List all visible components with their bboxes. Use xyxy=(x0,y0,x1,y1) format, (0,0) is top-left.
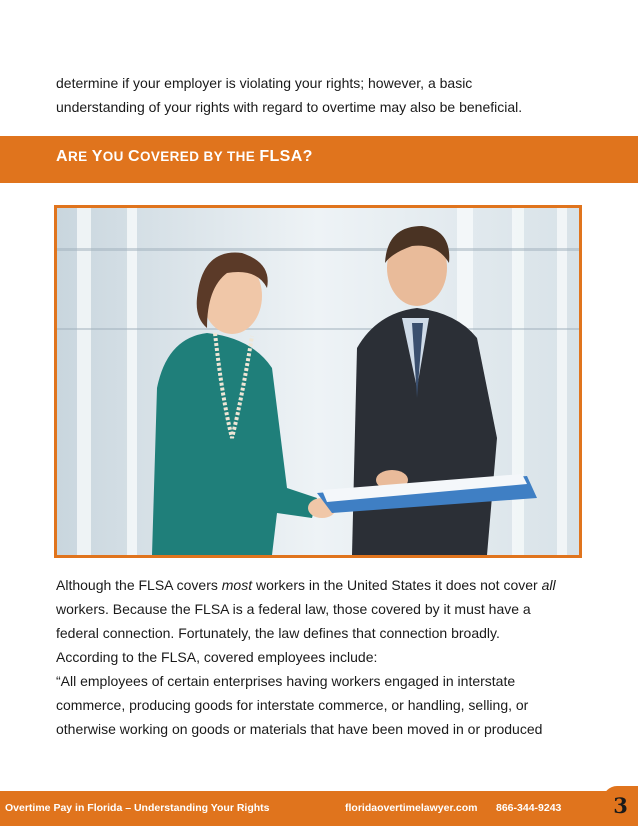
body-text xyxy=(56,573,596,741)
quote-line-2: commerce, producing goods for interstate commerce, or handling, selling, or xyxy=(56,697,529,713)
section-title: ARE YOU COVERED BY THE FLSA? xyxy=(56,148,313,165)
quote-line-1: “All employees of certain enterprises having workers engaged in interstate xyxy=(56,673,516,689)
body-line-3: federal connection. Fortunately, the law defines that connection broadly. xyxy=(56,625,500,641)
footer-bar xyxy=(0,791,638,826)
section-banner xyxy=(0,136,638,183)
footer-phone[interactable]: 866-344-9243 xyxy=(496,802,562,814)
body-line-1: Although the FLSA covers most workers in the United States it does not cover all xyxy=(56,577,556,593)
quote-line-3: otherwise working on goods or materials that have been moved in or produced xyxy=(56,721,543,737)
footer-title: Overtime Pay in Florida – Understanding Your Rights xyxy=(5,802,270,814)
photo-illustration xyxy=(57,208,579,555)
page-number: 3 xyxy=(603,786,638,826)
body-line-2: workers. Because the FLSA is a federal law, those covered by it must have a xyxy=(56,601,531,617)
footer-website-link[interactable]: floridaovertimelawyer.com xyxy=(345,802,478,814)
intro-paragraph xyxy=(56,71,596,119)
body-line-4: According to the FLSA, covered employees include: xyxy=(56,649,378,665)
intro-line-1: determine if your employer is violating your rights; however, a basic xyxy=(56,75,473,91)
intro-line-2: understanding of your rights with regard to overtime may also be beneficial. xyxy=(56,99,523,115)
office-photo xyxy=(54,205,582,558)
